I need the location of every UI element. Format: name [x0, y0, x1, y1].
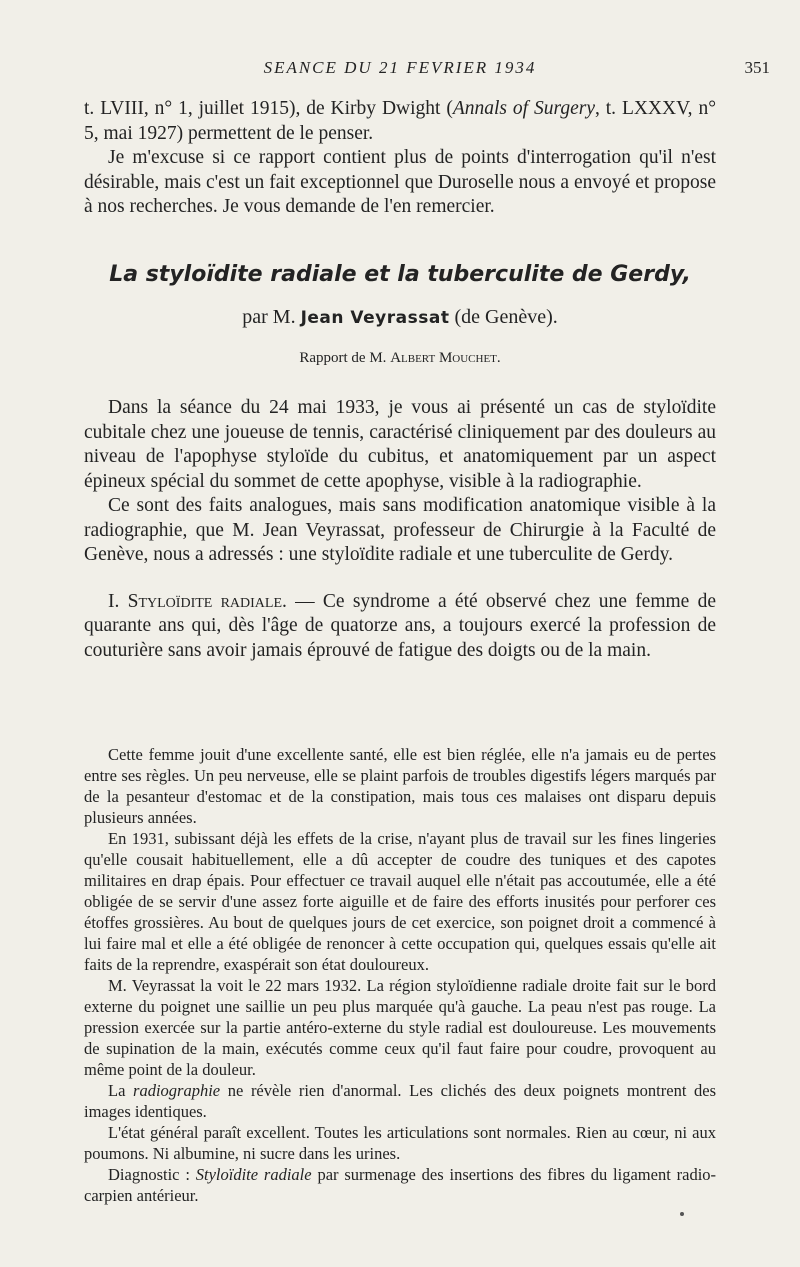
case-paragraph-1: Cette femme jouit d'une excellente santé, elle est bien réglée, elle n'a jamais eu de pertes entre ses règles. Un peu nerveuse, elle se plaint parfois de troubles digestifs légers marqués par de la pesanteur d'estomac et de la constipation, mais tous ces malaises ont disparu depuis plusieurs années.: [84, 745, 716, 827]
case-p6-prefix: Diagnostic :: [108, 1165, 190, 1184]
byline: [0, 306, 800, 329]
section-heading: I. Styloïdite radiale.: [108, 590, 287, 612]
article-title: La styloïdite radiale et la tuberculite de Gerdy,: [109, 262, 691, 287]
running-title: SEANCE DU 21 FEVRIER 1934: [263, 58, 537, 77]
running-head: [0, 58, 800, 84]
case-p4-rest: ne révèle rien d'anormal. Les clichés des deux poignets montrent des images identiques.: [84, 1081, 717, 1121]
ink-speck: [680, 1212, 684, 1216]
case-p6-italic: Styloïdite radiale: [195, 1165, 312, 1184]
case-p4-prefix: La: [108, 1081, 126, 1100]
intro-text-b: , t. LXXXV, n° 5, mai 1927) permettent de le penser.: [84, 98, 716, 144]
author-name: Jean Veyrassat: [300, 308, 450, 328]
case-section: [84, 744, 716, 1206]
case-paragraph-2: En 1931, subissant déjà les effets de la crise, n'ayant plus de travail sur les fines lingeries qu'elle cousait habituellement, elle a dû accepter de coudre des tuniques et des capotes militaires en drap épais. Pour effectuer ce travail auquel elle n'était pas accoutumée, elle a été obligée de se servir d'une assez forte aiguille et de faire des efforts inusités pour perforer ces étoffes grossières. Au bout de quelques jours de cet exercice, son poignet droit a commencé à lui faire mal et elle a été obligée de renoncer à cette occupation qui, quelques essais qu'elle ait faits de la reprendre, exaspérait son état douloureux.: [84, 829, 716, 974]
intro-section: [84, 97, 716, 220]
intro-paragraph-2: Je m'excuse si ce rapport contient plus de points d'interrogation qu'il n'est désirable, mais c'est un fait exceptionnel que Duroselle nous a envoyé et propose à nos recherches. Je vous demande de l'en remercier.: [84, 147, 716, 217]
body-paragraph-3: [84, 590, 716, 664]
report-line: [0, 350, 800, 367]
case-paragraph-6: [84, 1164, 716, 1206]
journal-name: Annals of Surgery: [452, 98, 595, 119]
page-number: 351: [744, 58, 770, 77]
reporter-name: Albert Mouchet.: [390, 350, 501, 366]
byline-suffix: (de Genève).: [454, 306, 558, 328]
report-prefix: Rapport de M.: [299, 350, 387, 366]
case-p4-italic: radiographie: [133, 1081, 221, 1100]
case-paragraph-3: M. Veyrassat la voit le 22 mars 1932. La région styloïdienne radiale droite fait sur le bord externe du poignet une saillie un peu plus marquée qu'à gauche. La peau n'est pas rouge. La pression exercée sur la partie antéro-externe du style radial est douloureuse. Les mouvements de supination de la main, exécutés comme ceux qu'il faut faire pour coudre, provoquent au même point de la douleur.: [84, 976, 716, 1079]
case-p6-rest: par surmenage des insertions des fibres du ligament radio-carpien antérieur.: [84, 1165, 717, 1205]
intro-paragraph-1: [84, 97, 716, 146]
byline-prefix: par M.: [242, 306, 296, 328]
body-section: [84, 396, 716, 663]
case-paragraph-5: L'état général paraît excellent. Toutes les articulations sont normales. Rien au cœur, ni aux poumons. Ni albumine, ni sucre dans les urines.: [84, 1123, 716, 1163]
body-paragraph-1: Dans la séance du 24 mai 1933, je vous ai présenté un cas de styloïdite cubitale chez une joueuse de tennis, caractérisé cliniquement par des douleurs au niveau de l'apophyse styloïde du cubitus, et anatomiquement par un aspect épineux spécial du sommet de cette apophyse, visible à la radiographie.: [84, 397, 716, 492]
case-paragraph-4: [84, 1080, 716, 1122]
intro-text-a: t. LVIII, n° 1, juillet 1915), de Kirby Dwight (: [84, 98, 453, 119]
body-paragraph-3-text: — Ce syndrome a été observé chez une femme de quarante ans qui, dès l'âge de quatorze ans, a toujours exercé la profession de couturière sans avoir jamais éprouvé de fatigue des doigts ou de la main.: [84, 590, 716, 661]
body-paragraph-2: Ce sont des faits analogues, mais sans modification anatomique visible à la radiographie, que M. Jean Veyrassat, professeur de Chirurgie à la Faculté de Genève, nous a adressés : une styloïdite radiale et une tuberculite de Gerdy.: [84, 495, 716, 565]
